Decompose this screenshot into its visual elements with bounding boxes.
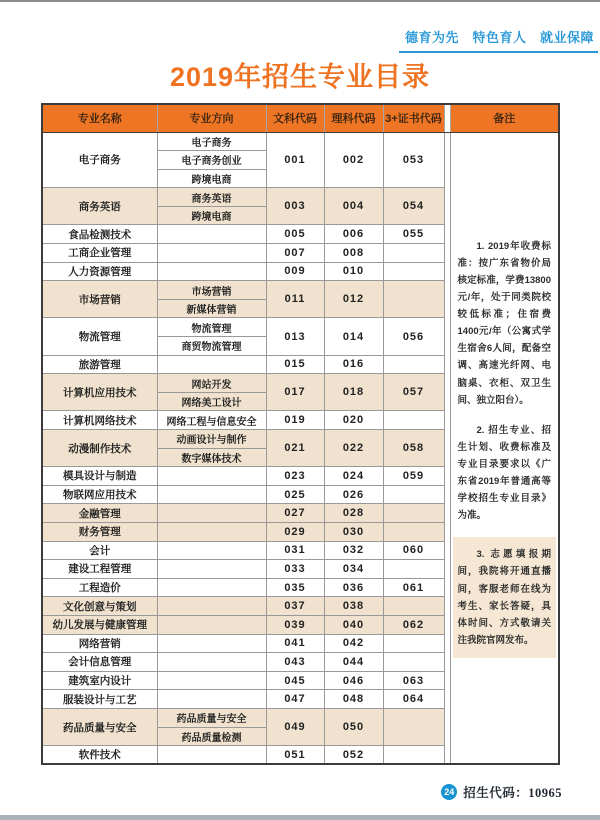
science-code-cell: 024 [324, 467, 383, 486]
cert-code-cell [383, 504, 444, 523]
major-name-cell: 会计 [42, 541, 157, 560]
cert-code-cell [383, 355, 444, 374]
direction-cell: 网站开发 [157, 374, 266, 393]
page-footer [441, 783, 562, 801]
science-code-cell: 008 [324, 244, 383, 263]
major-name-cell: 物联网应用技术 [42, 485, 157, 504]
direction-cell: 跨境电商 [157, 169, 266, 188]
catalog-table [41, 103, 560, 765]
direction-cell: 物流管理 [157, 318, 266, 337]
cert-code-cell [383, 746, 444, 765]
header-arts-code: 文科代码 [266, 104, 324, 132]
cert-code-cell: 053 [383, 132, 444, 188]
arts-code-cell: 025 [266, 485, 324, 504]
major-name-cell: 旅游管理 [42, 355, 157, 374]
remark-paragraph: 1. 2019年收费标准：按广东省物价局核定标准，学费13800元/年，处于同类院校较低标准；住宿费1400元/年（公寓式学生宿舍6人间，配备空调、高速光纤网、电脑桌、衣柜、双卫生间、独立阳台）。 [457, 240, 551, 406]
remarks-content [458, 238, 552, 658]
major-name-cell: 会计信息管理 [42, 653, 157, 672]
arts-code-cell: 001 [266, 132, 324, 188]
science-code-cell: 020 [324, 411, 383, 430]
arts-code-cell: 035 [266, 578, 324, 597]
cert-code-cell [383, 634, 444, 653]
header-cert-code: 3+证书代码 [383, 104, 444, 132]
slogan-banner: 德育为先 特色育人 就业保障 [399, 27, 598, 53]
direction-cell [157, 653, 266, 672]
direction-cell [157, 355, 266, 374]
cert-code-cell [383, 244, 444, 263]
major-name-cell: 服装设计与工艺 [42, 690, 157, 709]
science-code-cell: 002 [324, 132, 383, 188]
direction-cell: 网络美工设计 [157, 392, 266, 411]
arts-code-cell: 023 [266, 467, 324, 486]
arts-code-cell: 043 [266, 653, 324, 672]
header-science-code: 理科代码 [324, 104, 383, 132]
table-row [42, 132, 559, 151]
arts-code-cell: 047 [266, 690, 324, 709]
direction-cell: 电子商务 [157, 132, 266, 151]
major-name-cell: 动漫制作技术 [42, 430, 157, 467]
major-name-cell: 模具设计与制造 [42, 467, 157, 486]
direction-cell [157, 746, 266, 765]
science-code-cell: 026 [324, 485, 383, 504]
arts-code-cell: 003 [266, 188, 324, 225]
science-code-cell: 044 [324, 653, 383, 672]
direction-cell [157, 597, 266, 616]
remark-paragraph: 2. 招生专业、招生计划、收费标准及专业目录要求以《广东省2019年普通高等学校招生专业目录》为准。 [457, 424, 551, 522]
direction-cell [157, 225, 266, 244]
page-number-badge: 24 [441, 784, 457, 800]
bottom-edge-line [0, 815, 600, 820]
admission-code-label: 招生代码：10965 [463, 786, 562, 800]
science-code-cell: 034 [324, 560, 383, 579]
major-name-cell: 市场营销 [42, 281, 157, 318]
arts-code-cell: 045 [266, 671, 324, 690]
cert-code-cell: 063 [383, 671, 444, 690]
page-title: 2019年招生专业目录 [169, 62, 431, 92]
cert-code-cell [383, 522, 444, 541]
cert-code-cell [383, 281, 444, 318]
arts-code-cell: 009 [266, 262, 324, 281]
cert-code-cell [383, 708, 444, 745]
direction-cell [157, 244, 266, 263]
direction-cell [157, 671, 266, 690]
major-name-cell: 建筑室内设计 [42, 671, 157, 690]
arts-code-cell: 019 [266, 411, 324, 430]
major-name-cell: 商务英语 [42, 188, 157, 225]
science-code-cell: 046 [324, 671, 383, 690]
direction-cell: 市场营销 [157, 281, 266, 300]
cert-code-cell: 064 [383, 690, 444, 709]
major-name-cell: 工商企业管理 [42, 244, 157, 263]
major-name-cell: 软件技术 [42, 746, 157, 765]
catalog-table-body [42, 132, 559, 764]
header-direction: 专业方向 [157, 104, 266, 132]
direction-cell [157, 690, 266, 709]
major-name-cell: 幼儿发展与健康管理 [42, 615, 157, 634]
arts-code-cell: 041 [266, 634, 324, 653]
top-edge-line [0, 0, 600, 2]
cert-code-cell [383, 597, 444, 616]
major-name-cell: 计算机网络技术 [42, 411, 157, 430]
arts-code-cell: 037 [266, 597, 324, 616]
cert-code-cell [383, 485, 444, 504]
cert-code-cell: 062 [383, 615, 444, 634]
science-code-cell: 036 [324, 578, 383, 597]
cert-code-cell: 059 [383, 467, 444, 486]
science-code-cell: 038 [324, 597, 383, 616]
cert-code-cell [383, 411, 444, 430]
science-code-cell: 010 [324, 262, 383, 281]
arts-code-cell: 005 [266, 225, 324, 244]
major-name-cell: 电子商务 [42, 132, 157, 188]
direction-cell [157, 634, 266, 653]
science-code-cell: 030 [324, 522, 383, 541]
major-name-cell: 文化创意与策划 [42, 597, 157, 616]
arts-code-cell: 051 [266, 746, 324, 765]
major-name-cell: 物流管理 [42, 318, 157, 355]
science-code-cell: 048 [324, 690, 383, 709]
direction-cell [157, 262, 266, 281]
direction-cell [157, 522, 266, 541]
cert-code-cell: 058 [383, 430, 444, 467]
direction-cell: 新媒体营销 [157, 299, 266, 318]
science-code-cell: 050 [324, 708, 383, 745]
major-name-cell: 网络营销 [42, 634, 157, 653]
major-name-cell: 计算机应用技术 [42, 374, 157, 411]
header-major-name: 专业名称 [42, 104, 157, 132]
arts-code-cell: 027 [266, 504, 324, 523]
direction-cell: 商务英语 [157, 188, 266, 207]
table-header-row [42, 104, 559, 132]
direction-cell [157, 485, 266, 504]
science-code-cell: 028 [324, 504, 383, 523]
science-code-cell: 012 [324, 281, 383, 318]
direction-cell [157, 560, 266, 579]
arts-code-cell: 049 [266, 708, 324, 745]
cert-code-cell: 054 [383, 188, 444, 225]
cert-code-cell [383, 560, 444, 579]
arts-code-cell: 007 [266, 244, 324, 263]
science-code-cell: 006 [324, 225, 383, 244]
science-code-cell: 016 [324, 355, 383, 374]
direction-cell [157, 541, 266, 560]
direction-cell: 药品质量与安全 [157, 708, 266, 727]
direction-cell [157, 467, 266, 486]
remarks-cell [450, 132, 559, 764]
arts-code-cell: 017 [266, 374, 324, 411]
cert-code-cell [383, 653, 444, 672]
science-code-cell: 022 [324, 430, 383, 467]
arts-code-cell: 033 [266, 560, 324, 579]
science-code-cell: 018 [324, 374, 383, 411]
direction-cell [157, 578, 266, 597]
direction-cell: 商贸物流管理 [157, 337, 266, 356]
science-code-cell: 004 [324, 188, 383, 225]
major-name-cell: 财务管理 [42, 522, 157, 541]
major-name-cell: 药品质量与安全 [42, 708, 157, 745]
arts-code-cell: 031 [266, 541, 324, 560]
direction-cell [157, 504, 266, 523]
science-code-cell: 042 [324, 634, 383, 653]
major-name-cell: 金融管理 [42, 504, 157, 523]
direction-cell: 动画设计与制作 [157, 430, 266, 449]
science-code-cell: 052 [324, 746, 383, 765]
cert-code-cell: 057 [383, 374, 444, 411]
cert-code-cell: 060 [383, 541, 444, 560]
arts-code-cell: 039 [266, 615, 324, 634]
cert-code-cell: 061 [383, 578, 444, 597]
direction-cell: 跨境电商 [157, 206, 266, 225]
direction-cell: 电子商务创业 [157, 151, 266, 170]
science-code-cell: 040 [324, 615, 383, 634]
header-remarks: 备注 [450, 104, 559, 132]
arts-code-cell: 015 [266, 355, 324, 374]
cert-code-cell: 056 [383, 318, 444, 355]
cert-code-cell [383, 262, 444, 281]
direction-cell: 数字媒体技术 [157, 448, 266, 467]
science-code-cell: 032 [324, 541, 383, 560]
major-name-cell: 人力资源管理 [42, 262, 157, 281]
direction-cell: 网络工程与信息安全 [157, 411, 266, 430]
major-name-cell: 工程造价 [42, 578, 157, 597]
arts-code-cell: 029 [266, 522, 324, 541]
direction-cell: 药品质量检测 [157, 727, 266, 746]
remark-paragraph: 3. 志愿填报期间，我院将开通直播间，客服老师在线为考生、家长答疑，具体时间、方式敬请关注我院官网发布。 [453, 537, 557, 658]
arts-code-cell: 011 [266, 281, 324, 318]
cert-code-cell: 055 [383, 225, 444, 244]
major-name-cell: 建设工程管理 [42, 560, 157, 579]
direction-cell [157, 615, 266, 634]
major-name-cell: 食品检测技术 [42, 225, 157, 244]
arts-code-cell: 013 [266, 318, 324, 355]
science-code-cell: 014 [324, 318, 383, 355]
arts-code-cell: 021 [266, 430, 324, 467]
